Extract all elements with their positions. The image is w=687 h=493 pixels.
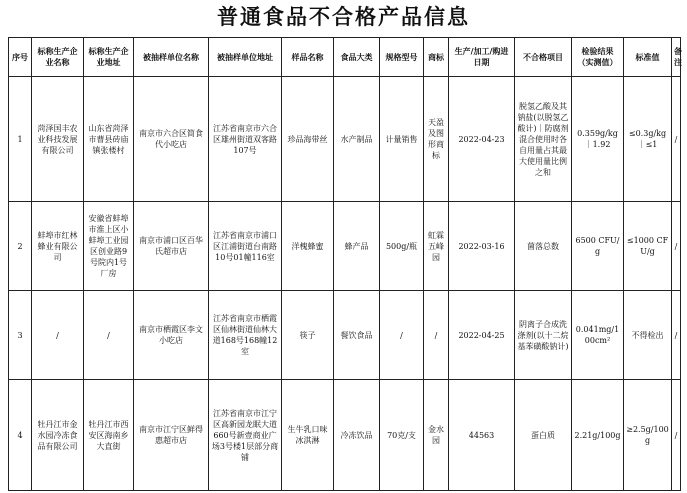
header-cell: 标准值 (624, 38, 672, 77)
cell-note: / (672, 77, 681, 202)
cell-spec: 500g/瓶 (380, 202, 424, 291)
header-cell: 食品大类 (334, 38, 380, 77)
cell-date: 44563 (449, 380, 515, 491)
cell-standard: ≥2.5g/100g (624, 380, 672, 491)
table-row (9, 202, 681, 291)
table-row (9, 291, 681, 380)
cell-no: 4 (9, 380, 32, 491)
cell-brand: 金水园 (424, 380, 449, 491)
cell-producer: 菏泽国丰农业科技发展有限公司 (32, 77, 84, 202)
cell-brand: 天盈及图形商标 (424, 77, 449, 202)
cell-producer-address: 山东省菏泽市曹县砖庙镇张楼村 (84, 77, 134, 202)
cell-standard: ≤1000 CFU/g (624, 202, 672, 291)
cell-spec: 70克/支 (380, 380, 424, 491)
header-cell: 序号 (9, 38, 32, 77)
cell-sample-name: 筷子 (282, 291, 334, 380)
cell-producer: / (32, 291, 84, 380)
cell-no: 2 (9, 202, 32, 291)
header-cell: 被抽样单位名称 (134, 38, 209, 77)
cell-sampled-unit: 南京市浦口区百华氏超市店 (134, 202, 209, 291)
header-cell: 标称生产企业名称 (32, 38, 84, 77)
header-cell: 样品名称 (282, 38, 334, 77)
cell-sampled-unit: 南京市江宁区鲜得惠超市店 (134, 380, 209, 491)
cell-category: 蜂产品 (334, 202, 380, 291)
cell-sampled-address: 江苏省南京市浦口区江浦街道台南路10号01幢116室 (209, 202, 282, 291)
cell-date: 2022-04-23 (449, 77, 515, 202)
cell-producer-address: 牡丹江市西安区海南乡大直街 (84, 380, 134, 491)
cell-no: 1 (9, 77, 32, 202)
nonconforming-products-table (8, 37, 681, 491)
cell-producer: 牡丹江市金水园冷冻食品有限公司 (32, 380, 84, 491)
cell-standard: ≤0.3g/kg｜≤1 (624, 77, 672, 202)
header-cell: 不合格项目 (515, 38, 572, 77)
page-title: 普通食品不合格产品信息 (217, 5, 470, 29)
header-cell: 被抽样单位地址 (209, 38, 282, 77)
cell-producer-address: 安徽省蚌埠市淮上区小蚌埠工业园区创业路9号院内1号厂房 (84, 202, 134, 291)
cell-category: 餐饮食品 (334, 291, 380, 380)
cell-sampled-unit: 南京市栖霞区李文小吃店 (134, 291, 209, 380)
cell-result: 6500 CFU/g (572, 202, 624, 291)
cell-sample-name: 洋槐蜂蜜 (282, 202, 334, 291)
cell-failed-item: 阴离子合成洗涤剂(以十二烷基苯磺酸钠计) (515, 291, 572, 380)
cell-failed-item: 脱氢乙酸及其钠盐(以脱氢乙酸计)｜防腐剂混合使用时各自用量占其最大使用量比例之和 (515, 77, 572, 202)
cell-sampled-address: 江苏省南京市栖霞区仙林街道仙林大道168号168幢12室 (209, 291, 282, 380)
table-row (9, 77, 681, 202)
cell-result: 0.041mg/100cm² (572, 291, 624, 380)
cell-failed-item: 菌落总数 (515, 202, 572, 291)
cell-sampled-address: 江苏省南京市江宁区高新园龙眠大道660号新壹商业广场3号楼1层部分商铺 (209, 380, 282, 491)
cell-spec: / (380, 291, 424, 380)
cell-brand: 虹霖五峰园 (424, 202, 449, 291)
cell-date: 2022-03-16 (449, 202, 515, 291)
table-row (9, 380, 681, 491)
cell-category: 水产制品 (334, 77, 380, 202)
header-cell: 规格型号 (380, 38, 424, 77)
cell-sampled-unit: 南京市六合区简食代小吃店 (134, 77, 209, 202)
table-header-row (9, 38, 681, 77)
cell-note: / (672, 291, 681, 380)
cell-failed-item: 蛋白质 (515, 380, 572, 491)
cell-standard: 不得检出 (624, 291, 672, 380)
cell-brand: / (424, 291, 449, 380)
cell-note: / (672, 202, 681, 291)
header-cell: 商标 (424, 38, 449, 77)
cell-producer-address: / (84, 291, 134, 380)
header-cell: 生产/加工/购进日期 (449, 38, 515, 77)
cell-sampled-address: 江苏省南京市六合区雄州街道双客路107号 (209, 77, 282, 202)
header-cell: 检验结果（实测值） (572, 38, 624, 77)
cell-no: 3 (9, 291, 32, 380)
cell-date: 2022-04-25 (449, 291, 515, 380)
cell-result: 0.359g/kg｜1.92 (572, 77, 624, 202)
header-cell: 备注 (672, 38, 681, 77)
cell-note: / (672, 380, 681, 491)
cell-sample-name: 珍品海带丝 (282, 77, 334, 202)
cell-result: 2.21g/100g (572, 380, 624, 491)
cell-producer: 蚌埠市红林蜂业有限公司 (32, 202, 84, 291)
cell-spec: 计量销售 (380, 77, 424, 202)
header-cell: 标称生产企业地址 (84, 38, 134, 77)
cell-category: 冷冻饮品 (334, 380, 380, 491)
cell-sample-name: 生牛乳口味冰淇淋 (282, 380, 334, 491)
